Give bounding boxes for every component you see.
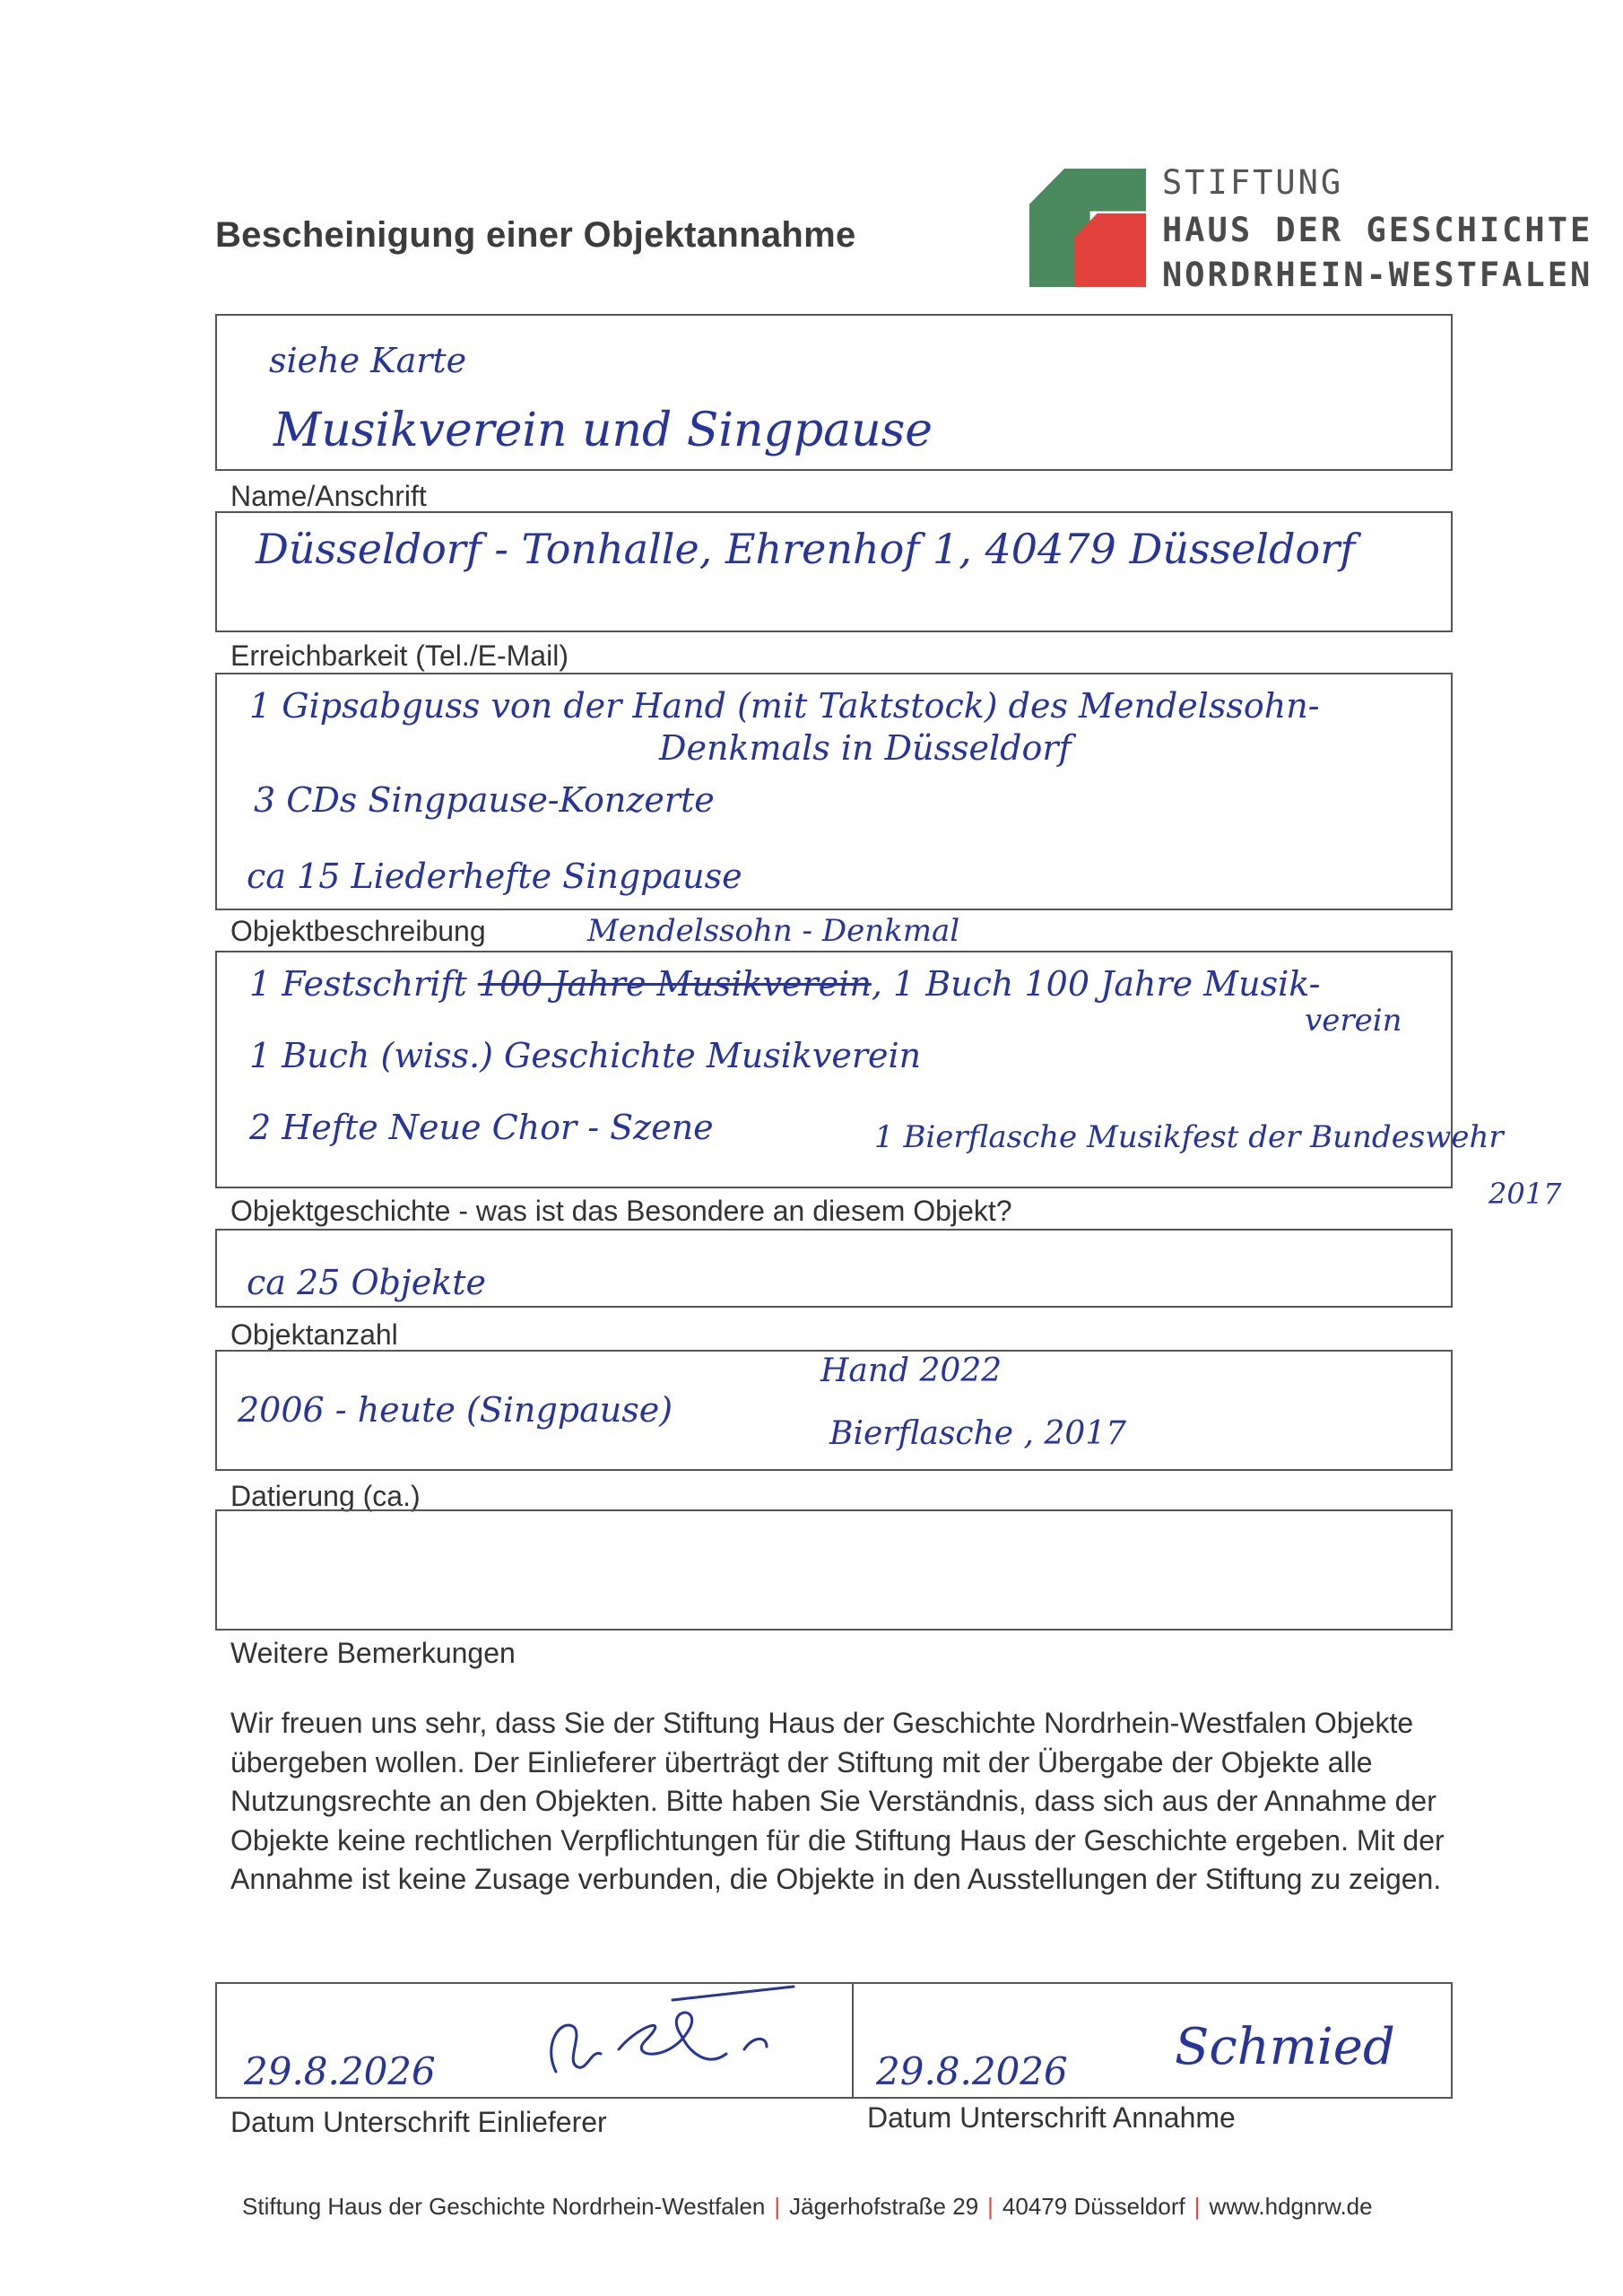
contact-value: Düsseldorf - Tonhalle, Ehrenhof 1, 40479 Düsseldorf [256, 525, 1356, 573]
count-label: Objektanzahl [230, 1318, 398, 1351]
history-line3: 2 Hefte Neue Chor - Szene [249, 1108, 714, 1147]
date-note2: Bierflasche , 2017 [829, 1415, 1127, 1452]
name-label: Name/Anschrift [230, 480, 427, 512]
contact-label: Erreichbarkeit (Tel./E-Mail) [230, 639, 568, 672]
history-line1: 1 Festschrift 100 Jahre Musikverein, 1 Buch 100 Jahre Musik- [249, 964, 1321, 1004]
page-title: Bescheinigung einer Objektannahme [215, 215, 856, 255]
count-value: ca 25 Objekte [247, 1263, 486, 1302]
date-note1: Hand 2022 [820, 1352, 1002, 1389]
footer-street: Jägerhofstraße 29 [789, 2193, 979, 2220]
signature-date-right: 29.8.2026 [876, 2049, 1068, 2093]
footer-web-link[interactable]: www.hdgnrw.de [1209, 2193, 1373, 2220]
signature-label-left: Datum Unterschrift Einlieferer [230, 2106, 607, 2138]
description-label: Objektbeschreibung [230, 915, 486, 947]
history-line2: 1 Buch (wiss.) Geschichte Musikverein [249, 1036, 922, 1075]
remarks-box[interactable] [215, 1509, 1453, 1631]
logo-text-line2: HAUS DER GESCHICHTE [1162, 211, 1593, 249]
history-line3-right: 1 Bierflasche Musikfest der Bundeswehr [874, 1119, 1504, 1155]
footer-separator: | [987, 2193, 994, 2220]
logo-text-line1: STIFTUNG [1162, 163, 1344, 202]
footer-city: 40479 Düsseldorf [1002, 2193, 1185, 2220]
description-line: 3 CDs Singpause-Konzerte [254, 780, 715, 820]
disclaimer-text: Wir freuen uns sehr, dass Sie der Stiftung Haus der Geschichte Nordrhein-Westfalen Objekte übergeben wollen. Der Einlieferer überträgt der Stiftung mit der Übergabe der Objekte alle Nutzungsrechte an den Objekten. Bitte haben Sie Verständnis, dass sich aus der Annahme der Objekte keine rechtlichen Verpflichtungen für die Stiftung Haus der Geschichte ergeben. Mit der Annahme ist keine Zusage verbunden, die Objekte in den Ausstellungen der Stiftung zu zeigen. [230, 1707, 1445, 1895]
history-line1-cont: verein [1305, 1003, 1402, 1039]
date-label: Datierung (ca.) [230, 1480, 421, 1512]
remarks-label: Weitere Bemerkungen [230, 1637, 516, 1669]
name-line2: Musikverein und Singpause [273, 404, 933, 457]
signature-right-name: Schmied [1175, 2018, 1395, 2076]
signature-label-right: Datum Unterschrift Annahme [867, 2101, 1236, 2134]
footer [242, 2193, 1373, 2221]
name-line1: siehe Karte [269, 341, 467, 380]
description-line: Denkmals in Düsseldorf [659, 728, 1072, 768]
footer-separator: | [774, 2193, 781, 2220]
logo-text-line3: NORDRHEIN-WESTFALEN [1162, 256, 1593, 294]
history-above-note: Mendelssohn - Denkmal [587, 913, 960, 949]
description-line: 1 Gipsabguss von der Hand (mit Taktstock) des Mendelssohn- [249, 686, 1320, 726]
history-year: 2017 [1488, 1177, 1562, 1211]
date-value: 2006 - heute (Singpause) [238, 1390, 673, 1430]
signature-date-left: 29.8.2026 [244, 2049, 436, 2093]
signature-left-scribble [538, 1964, 807, 2090]
footer-separator: | [1193, 2193, 1201, 2220]
history-label: Objektgeschichte - was ist das Besondere an diesem Objekt? [230, 1195, 1012, 1227]
footer-org: Stiftung Haus der Geschichte Nordrhein-Westfalen [242, 2193, 766, 2220]
description-line: ca 15 Liederhefte Singpause [247, 857, 742, 896]
